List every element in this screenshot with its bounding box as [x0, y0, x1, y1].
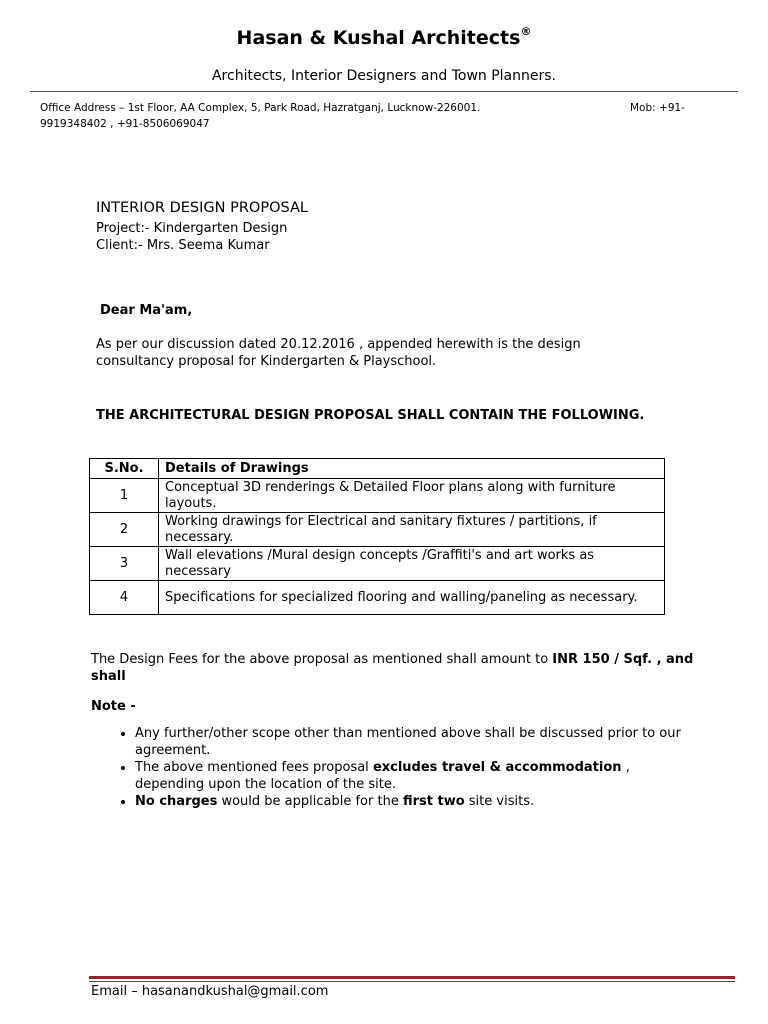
phone-numbers: 9919348402 , +91-8506069047	[40, 118, 210, 130]
mobile-label: Mob: +91-	[630, 102, 685, 114]
project-line: Project:- Kindergarten Design	[96, 221, 288, 236]
client-line: Client:- Mrs. Seema Kumar	[96, 238, 270, 253]
fee-amount: INR 150 / Sqf. , and shall	[91, 652, 694, 684]
design-fees: The Design Fees for the above proposal as mentioned shall amount to INR 150 / Sqf. , and shall	[91, 652, 694, 684]
table-row	[90, 513, 665, 547]
firm-name: Hasan & Kushal Architects®	[236, 25, 532, 49]
row-details: Conceptual 3D renderings & Detailed Floor plans along with furniture layouts.	[159, 479, 665, 513]
row-sno: 1	[90, 479, 159, 513]
address-line: Office Address – 1st Floor, AA Complex, 5, Park Road, Hazratganj, Lucknow-226001.	[40, 102, 481, 114]
list-item: • Any further/other scope other than mentioned above shall be discussed prior to our agreement.	[135, 725, 695, 759]
row-details: Working drawings for Electrical and sanitary fixtures / partitions, if necessary.	[159, 513, 665, 547]
list-item: • No charges would be applicable for the first two site visits.	[135, 793, 695, 810]
table-header-row	[90, 459, 665, 479]
row-sno: 4	[90, 581, 159, 615]
table-row	[90, 581, 665, 615]
firm-tagline: Architects, Interior Designers and Town Planners.	[211, 68, 556, 84]
office-address	[40, 100, 730, 132]
note-heading: Note -	[91, 699, 136, 714]
table-row	[90, 547, 665, 581]
table-row	[90, 479, 665, 513]
footer-email: Email – hasanandkushal@gmail.com	[91, 984, 329, 999]
registered-mark: ®	[520, 25, 532, 38]
row-sno: 3	[90, 547, 159, 581]
footer-divider	[89, 976, 735, 979]
row-sno: 2	[90, 513, 159, 547]
sno-header: S.No.	[90, 459, 159, 479]
notes-list	[91, 725, 695, 810]
header-divider	[30, 91, 738, 92]
row-details: Wall elevations /Mural design concepts /Graffiti's and art works as necessary	[159, 547, 665, 581]
drawings-table	[89, 458, 665, 615]
list-item: • The above mentioned fees proposal excludes travel & accommodation , depending upon the location of the site.	[135, 759, 695, 793]
row-details: Specifications for specialized flooring and walling/paneling as necessary.	[159, 581, 665, 615]
footer-divider-thin	[89, 981, 735, 982]
salutation: Dear Ma'am,	[100, 303, 193, 318]
intro-paragraph: As per our discussion dated 20.12.2016 , appended herewith is the design consultancy proposal for Kindergarten & Playschool.	[96, 337, 581, 369]
proposal-heading: THE ARCHITECTURAL DESIGN PROPOSAL SHALL CONTAIN THE FOLLOWING.	[96, 408, 645, 423]
proposal-title: INTERIOR DESIGN PROPOSAL	[96, 200, 308, 216]
details-header: Details of Drawings	[159, 459, 665, 479]
